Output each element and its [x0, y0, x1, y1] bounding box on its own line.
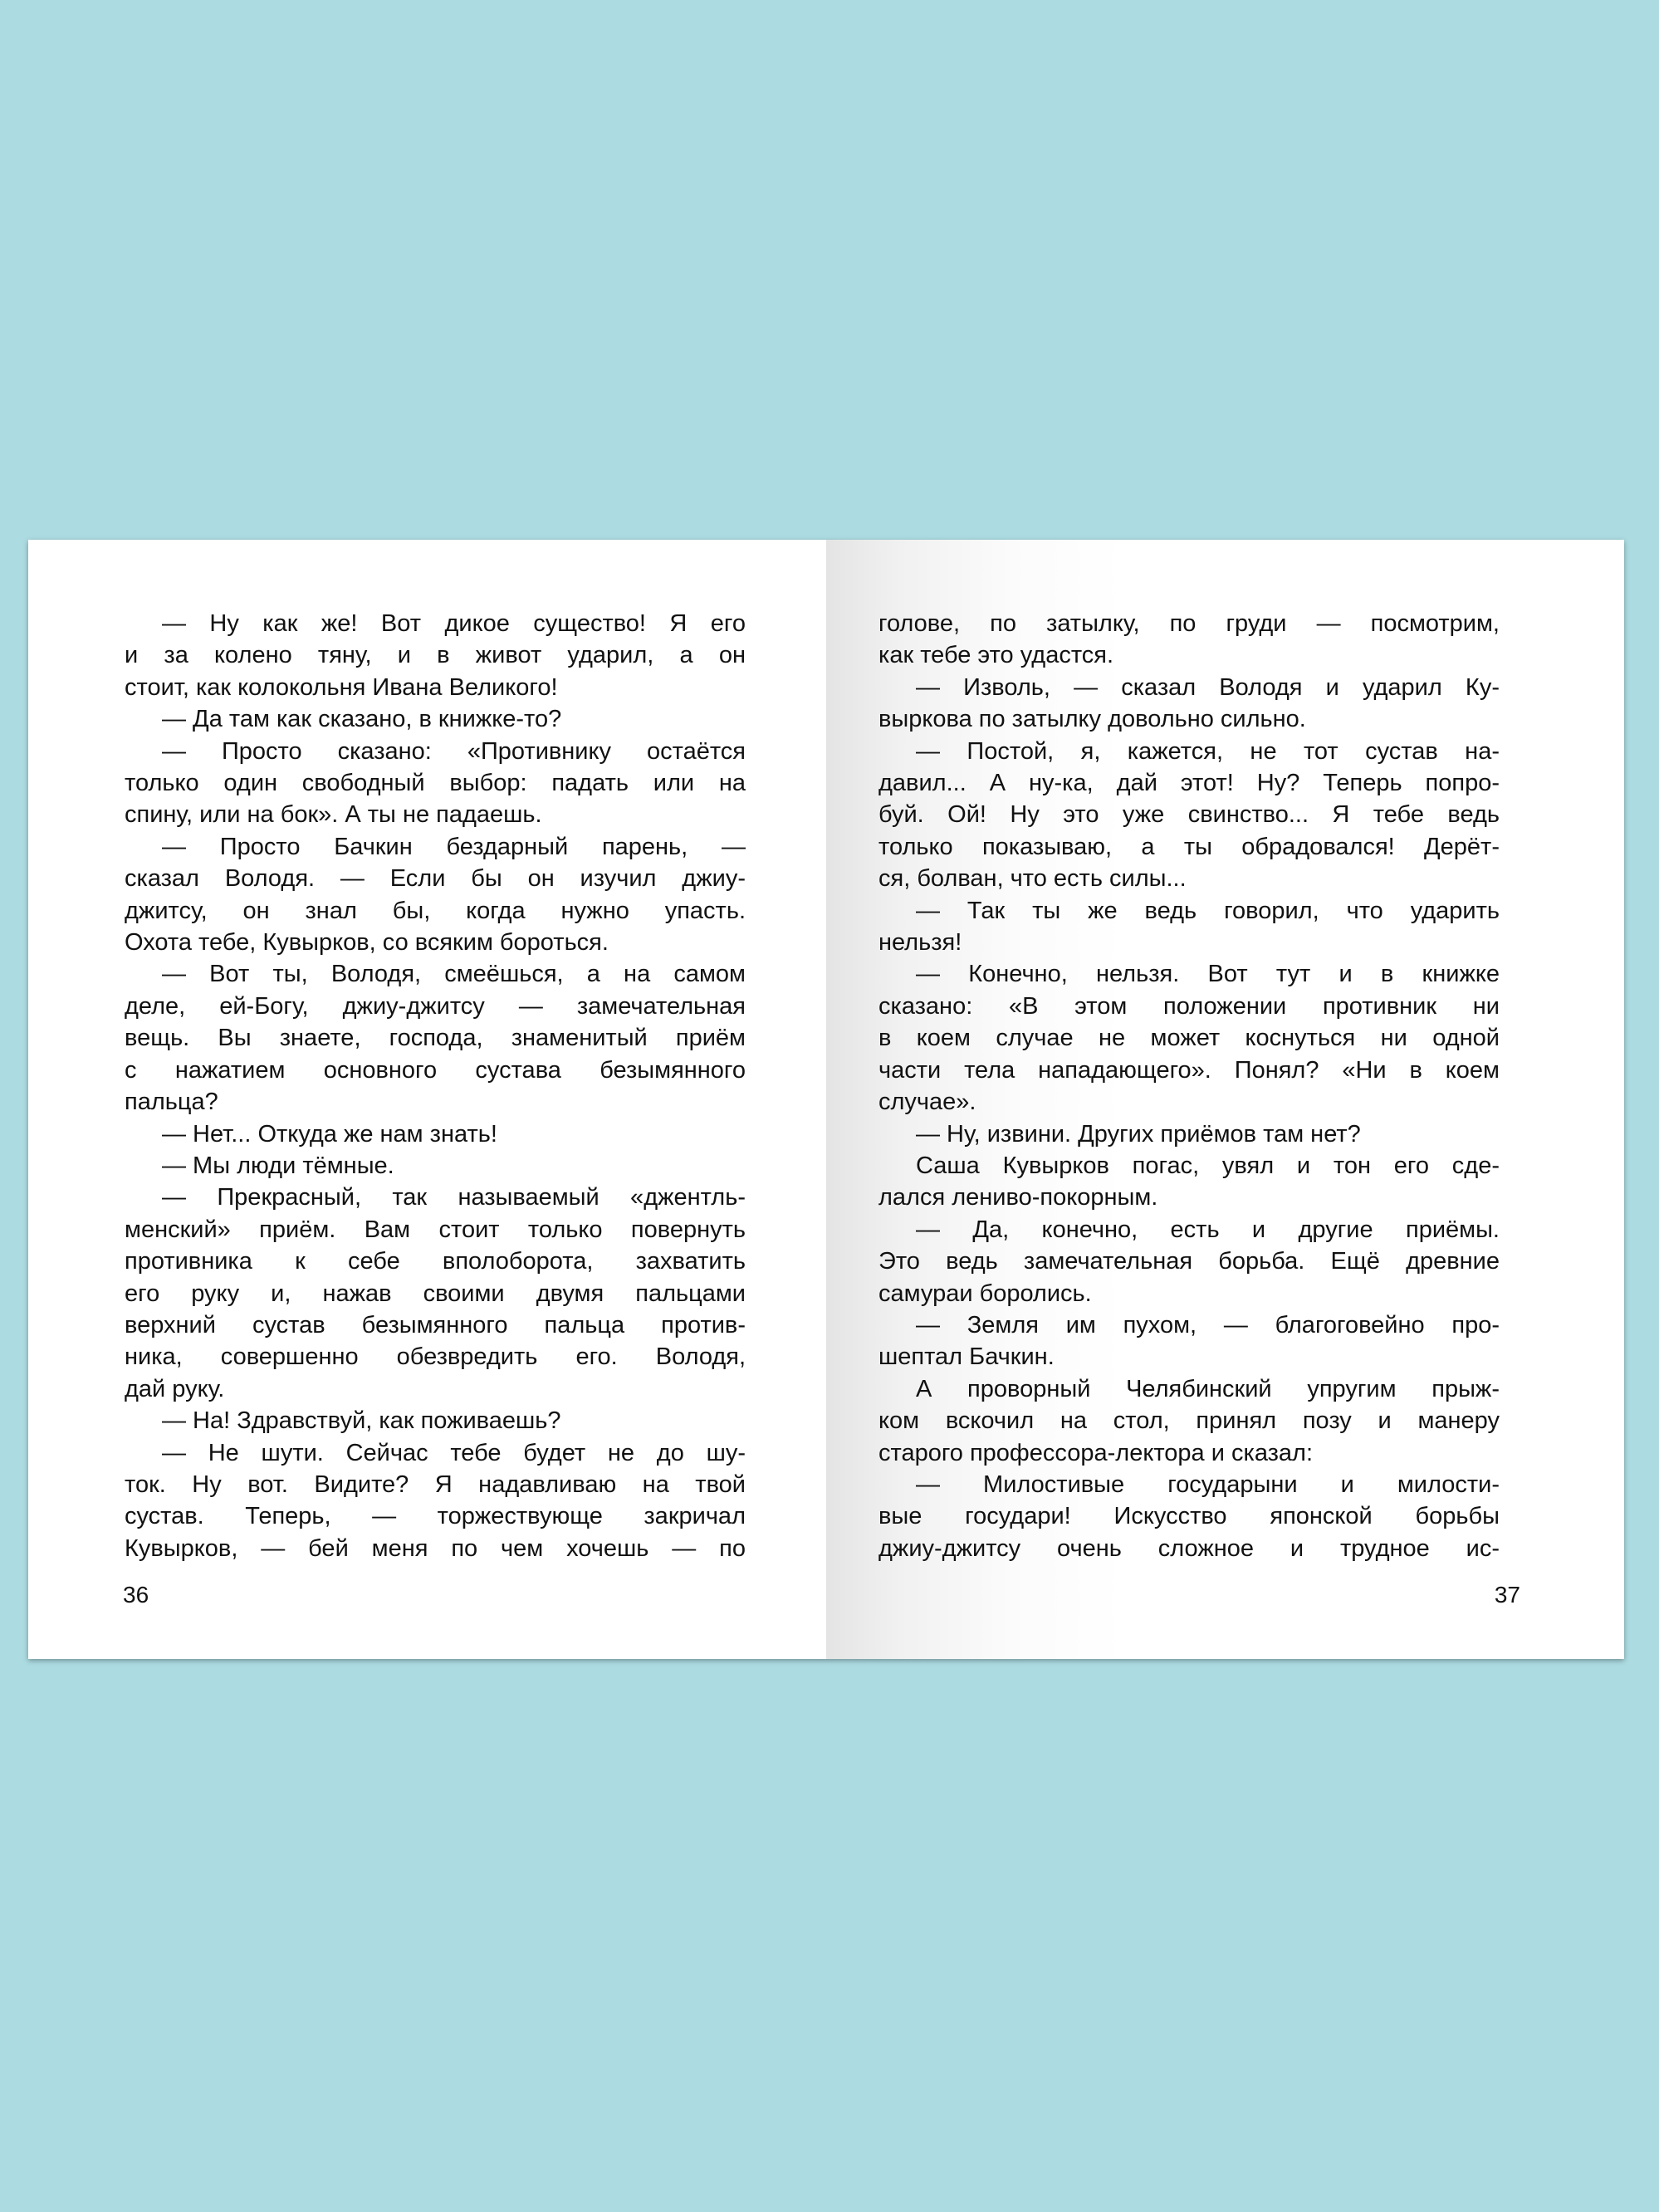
- left-page: [28, 540, 826, 1659]
- text-line: нельзя!: [878, 929, 962, 957]
- text-line: — Прекрасный, так называемый «джентль-: [162, 1184, 746, 1211]
- text-line: — Да, конечно, есть и другие приёмы.: [916, 1216, 1500, 1243]
- right-page-text: [878, 608, 1500, 1564]
- text-line: сказано: «В этом положении противник ни: [878, 992, 1500, 1020]
- text-line: с нажатием основного сустава безымянного: [125, 1056, 746, 1084]
- text-line: голове, по затылку, по груди — посмотрим,: [878, 610, 1500, 637]
- text-line: вые государи! Искусство японской борьбы: [878, 1503, 1500, 1530]
- text-line: вещь. Вы знаете, господа, знаменитый приём: [125, 1025, 746, 1052]
- text-line: — Мы люди тёмные.: [162, 1152, 394, 1179]
- text-line: ся, болван, что есть силы...: [878, 865, 1187, 893]
- text-line: — Так ты же ведь говорил, что ударить: [916, 897, 1500, 924]
- text-line: ток. Ну вот. Видите? Я надавливаю на твой: [125, 1471, 746, 1498]
- text-line: — Просто сказано: «Противнику остаётся: [162, 737, 746, 765]
- text-line: только один свободный выбор: падать или на: [125, 770, 746, 797]
- text-line: стоит, как колокольня Ивана Великого!: [125, 673, 558, 701]
- text-line: сустав. Теперь, — торжествующе закричал: [125, 1503, 746, 1530]
- text-line: джитсу, он знал бы, когда нужно упасть.: [125, 897, 746, 924]
- text-line: только показываю, а ты обрадовался! Дерёт-: [878, 833, 1500, 860]
- left-page-text: [125, 608, 746, 1564]
- text-line: — Да там как сказано, в книжке-то?: [162, 706, 562, 733]
- text-line: — Постой, я, кажется, не тот сустав на-: [916, 737, 1500, 765]
- text-line: А проворный Челябинский упругим прыж-: [916, 1375, 1500, 1402]
- text-line: лался лениво-покорным.: [878, 1184, 1158, 1211]
- text-line: противника к себе вполоборота, захватить: [125, 1248, 746, 1275]
- text-line: — Земля им пухом, — благоговейно про-: [916, 1311, 1500, 1338]
- text-line: старого профессора-лектора и сказал:: [878, 1439, 1314, 1466]
- right-page-number: 37: [1494, 1582, 1520, 1608]
- text-line: Охота тебе, Кувырков, со всяким бороться.: [125, 929, 609, 957]
- text-line: — На! Здравствуй, как поживаешь?: [162, 1407, 561, 1435]
- text-line: давил... А ну-ка, дай этот! Ну? Теперь попро-: [878, 770, 1500, 797]
- text-line: в коем случае не может коснуться ни одной: [878, 1025, 1500, 1052]
- text-line: — Изволь, — сказал Володя и ударил Ку-: [916, 673, 1500, 701]
- left-page-number: 36: [123, 1582, 149, 1608]
- right-page: [826, 540, 1624, 1659]
- text-line: его руку и, нажав своими двумя пальцами: [125, 1280, 746, 1307]
- text-line: дай руку.: [125, 1375, 225, 1402]
- text-line: — Милостивые государыни и милости-: [916, 1471, 1500, 1498]
- text-line: джиу-джитсу очень сложное и трудное ис-: [878, 1534, 1500, 1562]
- text-line: самураи боролись.: [878, 1280, 1092, 1307]
- text-line: буй. Ой! Ну это уже свинство... Я тебе ведь: [878, 801, 1500, 829]
- text-line: — Ну, извини. Других приёмов там нет?: [916, 1120, 1361, 1148]
- text-line: Это ведь замечательная борьба. Ещё древние: [878, 1248, 1500, 1275]
- text-line: случае».: [878, 1089, 976, 1116]
- text-line: — Ну как же! Вот дикое существо! Я его: [162, 610, 746, 637]
- text-line: Кувырков, — бей меня по чем хочешь — по: [125, 1534, 746, 1562]
- text-line: ника, совершенно обезвредить его. Володя,: [125, 1343, 746, 1371]
- text-line: Саша Кувырков погас, увял и тон его сде-: [916, 1152, 1500, 1179]
- text-line: и за колено тяну, и в живот ударил, а он: [125, 642, 746, 669]
- text-line: — Просто Бачкин бездарный парень, —: [162, 833, 746, 860]
- text-line: сказал Володя. — Если бы он изучил джиу-: [125, 865, 746, 893]
- text-line: — Вот ты, Володя, смеёшься, а на самом: [162, 961, 746, 988]
- text-line: шептал Бачкин.: [878, 1343, 1055, 1371]
- text-line: деле, ей-Богу, джиу-джитсу — замечательная: [125, 992, 746, 1020]
- text-line: пальца?: [125, 1089, 218, 1116]
- text-line: выркова по затылку довольно сильно.: [878, 706, 1306, 733]
- text-line: верхний сустав безымянного пальца против-: [125, 1311, 746, 1338]
- book-spread: [28, 540, 1624, 1659]
- text-line: части тела нападающего». Понял? «Ни в коем: [878, 1056, 1500, 1084]
- text-line: ком вскочил на стол, принял позу и манеру: [878, 1407, 1500, 1435]
- text-line: — Конечно, нельзя. Вот тут и в книжке: [916, 961, 1500, 988]
- text-line: — Не шути. Сейчас тебе будет не до шу-: [162, 1439, 746, 1466]
- text-line: менский» приём. Вам стоит только повернуть: [125, 1216, 746, 1243]
- text-line: спину, или на бок». А ты не падаешь.: [125, 801, 542, 829]
- text-line: как тебе это удастся.: [878, 642, 1114, 669]
- text-line: — Нет... Откуда же нам знать!: [162, 1120, 497, 1148]
